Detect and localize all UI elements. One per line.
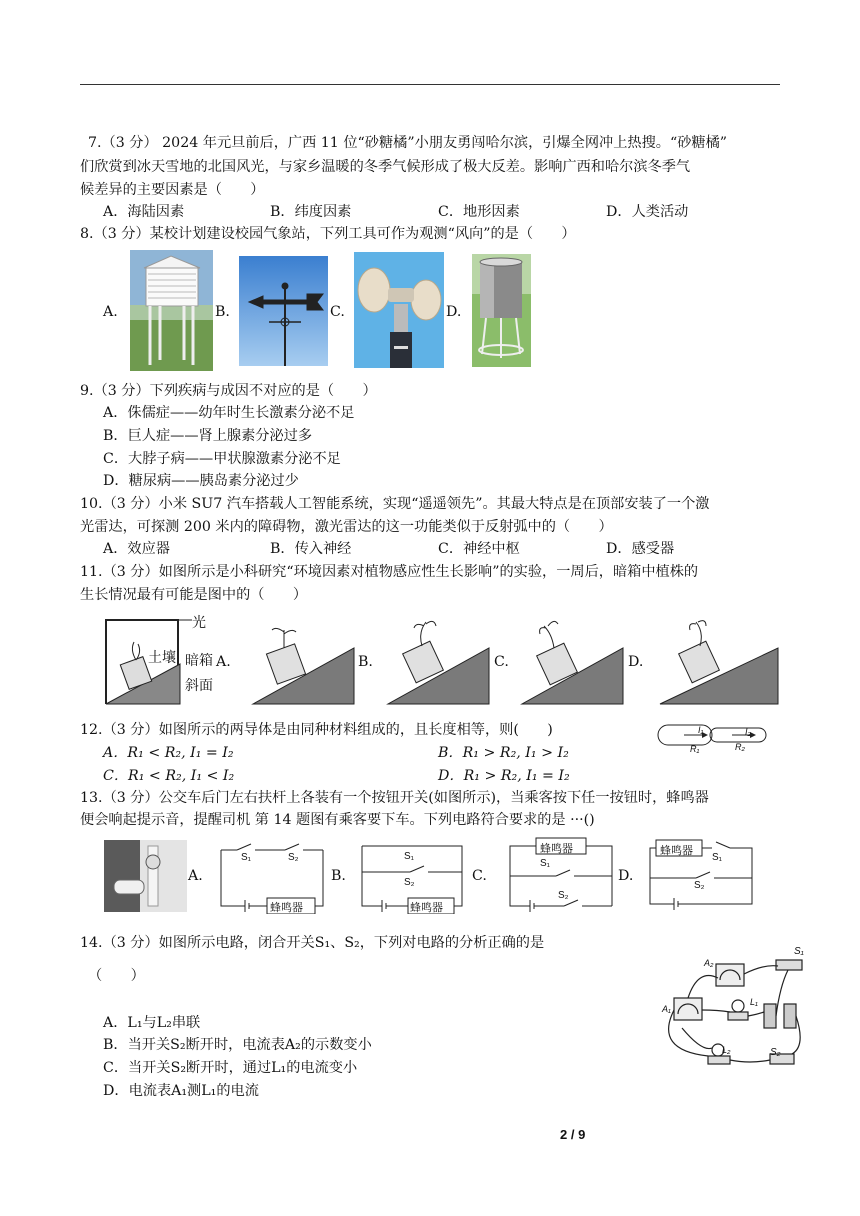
q11-plant-figure-d	[658, 612, 780, 706]
q12-fig-i1: I₁	[698, 725, 704, 735]
q12-option-b: B．R₁ > R₂, I₁ > I₂	[438, 745, 569, 761]
q11-fig-soil-label: 土壤	[148, 650, 176, 666]
q14-option-b: B．当开关S₂断开时，电流表A₂的示数变小	[103, 1037, 372, 1053]
q14-line2: （ ）	[88, 968, 145, 984]
q14-fig-l2: L₂	[722, 1045, 731, 1055]
q13-b-buzzer: 蜂鸣器	[410, 902, 443, 914]
q13-line2: 便会响起提示音，提醒司机 第 14 题图有乘客要下车。下列电路符合要求的是 ···()	[80, 812, 595, 828]
q11-fig-light-label: 光	[192, 615, 206, 631]
q8-option-d: D.	[446, 304, 462, 320]
wind-vane-image	[239, 256, 328, 366]
q13-line1: 13.（3 分）公交车后门左右扶杆上各装有一个按钮开关(如图所示)，当乘客按下任一按钮时，蜂鸣器	[80, 790, 709, 806]
q13-c-s1: S₁	[540, 858, 551, 869]
q11-plant-figure-c	[520, 612, 625, 706]
q13-d-buzzer: 蜂鸣器	[660, 845, 693, 857]
q12-conductor-figure	[656, 720, 768, 754]
q14-option-a: A．L₁与L₂串联	[103, 1015, 201, 1031]
q7-line2: 们欣赏到冰天雪地的北国风光，与家乡温暖的冬季气候形成了极大反差。影响广西和哈尔滨冬季气	[80, 159, 691, 175]
q14-option-c: C．当开关S₂断开时，通过L₁的电流变小	[103, 1060, 358, 1076]
q9-option-a: A．侏儒症——幼年时生长激素分泌不足	[103, 405, 355, 421]
q13-a-s2: S₂	[288, 852, 299, 863]
weather-shelter-image	[130, 250, 213, 371]
q12-line1: 12.（3 分）如图所示的两导体是由同种材料组成的，且长度相等，则( )	[80, 722, 553, 738]
q11-plant-figure-b	[386, 612, 491, 706]
q10-option-d: D．感受器	[606, 541, 675, 557]
q8-line1: 8.（3 分）某校计划建设校园气象站，下列工具可作为观测“风向”的是（ ）	[80, 226, 576, 242]
q13-c-buzzer: 蜂鸣器	[540, 843, 573, 855]
q14-fig-l1: L₁	[750, 997, 758, 1007]
q13-a-s1: S₁	[241, 852, 252, 863]
page-number: 2 / 9	[560, 1127, 586, 1142]
q10-line2: 光雷达，可探测 200 米内的障碍物，激光雷达的这一功能类似于反射弧中的（ ）	[80, 519, 613, 535]
q14-fig-s1: S₁	[794, 946, 804, 957]
q10-option-b: B．传入神经	[270, 541, 352, 557]
q12-fig-r2: R₂	[735, 742, 745, 752]
q14-fig-s2: S₂	[770, 1047, 781, 1058]
q13-option-b: B.	[331, 868, 346, 884]
q13-d-s1: S₁	[712, 852, 723, 863]
q7-line1: 7.（3 分） 2024 年元旦前后，广西 11 位“砂糖橘”小朋友勇闯哈尔滨，引爆全网冲上热搜。“砂糖橘”	[88, 135, 728, 151]
q9-option-c: C．大脖子病——甲状腺激素分泌不足	[103, 451, 341, 467]
q11-line2: 生长情况最有可能是图中的（ ）	[80, 587, 308, 603]
header-rule	[80, 84, 780, 85]
q11-plant-figure-a	[251, 618, 356, 706]
q12-fig-i2: I₂	[745, 727, 751, 737]
q10-option-c: C．神经中枢	[438, 541, 520, 557]
q12-option-c: C．R₁ < R₂, I₁ < I₂	[103, 768, 235, 784]
q13-option-c: C.	[472, 868, 487, 884]
q8-option-b: B.	[215, 304, 230, 320]
q10-line1: 10.（3 分）小米 SU7 汽车搭载人工智能系统，实现“遥遥领先”。其最大特点是在顶部安装了一个激	[80, 496, 710, 512]
q14-fig-a1: A₁	[662, 1004, 671, 1014]
q8-option-c: C.	[330, 304, 345, 320]
q7-option-d: D．人类活动	[606, 204, 689, 220]
q13-option-a: A.	[188, 868, 203, 884]
q7-option-c: C．地形因素	[438, 204, 520, 220]
anemometer-image	[354, 252, 444, 368]
q13-option-d: D.	[618, 868, 634, 884]
q14-option-d: D．电流表A₁测L₁的电流	[103, 1083, 259, 1099]
q11-option-b: B.	[358, 654, 373, 670]
q14-line1: 14.（3 分）如图所示电路，闭合开关S₁、S₂，下列对电路的分析正确的是	[80, 935, 545, 951]
q13-a-buzzer: 蜂鸣器	[270, 902, 303, 914]
q13-b-s1: S₁	[404, 851, 415, 862]
q7-line3: 候差异的主要因素是（ ）	[80, 182, 265, 198]
q11-option-d: D.	[628, 654, 644, 670]
q12-fig-r1: R₁	[690, 744, 700, 754]
q13-b-s2: S₂	[404, 877, 415, 888]
q11-option-c: C.	[494, 654, 509, 670]
q7-option-b: B．纬度因素	[270, 204, 352, 220]
q9-line1: 9.（3 分）下列疾病与成因不对应的是（ ）	[80, 383, 377, 399]
q7-option-a: A．海陆因素	[103, 204, 185, 220]
q8-option-a: A.	[103, 304, 118, 320]
q11-line1: 11.（3 分）如图所示是小科研究“环境因素对植物感应性生长影响”的实验，一周后，暗箱中植株的	[80, 564, 699, 580]
q14-fig-a2: A₂	[704, 958, 714, 968]
q9-option-d: D．糖尿病——胰岛素分泌过少	[103, 473, 299, 489]
rain-gauge-image	[472, 254, 531, 367]
q14-circuit-figure	[652, 938, 812, 1078]
q9-option-b: B．巨人症——肾上腺素分泌过多	[103, 428, 313, 444]
q11-fig-box-label: 暗箱	[185, 653, 213, 669]
q12-option-a: A．R₁ < R₂, I₁ = I₂	[103, 745, 234, 761]
q12-option-d: D．R₁ > R₂, I₁ = I₂	[438, 768, 570, 784]
q13-d-s2: S₂	[694, 880, 705, 891]
q13-c-s2: S₂	[558, 890, 569, 901]
q11-fig-slope-label: 斜面	[185, 678, 213, 694]
q10-option-a: A．效应器	[103, 541, 170, 557]
bus-door-button-photo	[104, 840, 187, 912]
q11-option-a: A.	[216, 654, 231, 670]
